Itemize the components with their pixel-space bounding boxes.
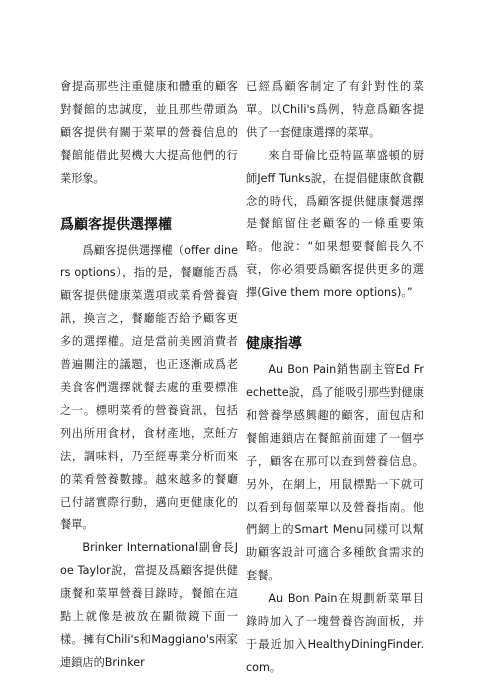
section-heading: 健康指導 xyxy=(246,336,302,353)
left-column xyxy=(60,76,238,675)
paragraph: Brinker International副會長Joe Taylor說，當提及爲顧客提供健康餐和菜單營養目錄時，餐館在這點上就像是被放在顯微鏡下面一樣。擁有Chili's和Maggiano's兩家連鎖店的Brinker xyxy=(60,541,238,669)
paragraph: Au Bon Pain在規劃新菜單目錄時加入了一塊營養咨詢面板，并于最近加入HealthyDiningFinder.com。 xyxy=(246,592,424,674)
paragraph: 爲顧客提供選擇權（offer diners options），指的是，餐廳能否爲顧客提供健康菜選項或菜肴營養資訊，換言之，餐廳能否給予顧客更多的選擇權。這是當前美國消費者普遍關注的議題，也正逐漸成爲老美食客們選擇就餐去處的重要標准之一。標明菜肴的營養資訊，包括列出所用食材，食材產地，烹飪方法，調味料，乃至經專業分析而來的菜肴營養數據。越來越多的餐廳已付諸實際行動，邁向更健康化的餐單。 xyxy=(60,243,238,532)
section-heading: 爲顧客提供選擇權 xyxy=(60,216,172,233)
right-column xyxy=(246,76,424,680)
paragraph: 已經爲顧客制定了有針對性的菜單。以Chili's爲例，特意爲顧客提供了一套健康選擇的菜單。 xyxy=(246,80,424,139)
paragraph: Au Bon Pain銷售副主管Ed Frechette說，爲了能吸引那些對健康和營養學感興趣的顧客，面包店和餐館連鎖店在餐館前面建了一個亭子，顧客在那可以查到營養信息。另外，在網上，用鼠標點一下就可以看到每個菜單以及營養指南。他們網上的Smart Menu同樣可以幫助顧客設計可適合多種飲食需求的套餐。 xyxy=(246,363,424,583)
paragraph: 會提高那些注重健康和體重的顧客對餐館的忠誠度，並且那些帶頭為顧客提供有關于菜單的營養信息的餐館能借此契機大大提高他們的行業形象。 xyxy=(60,80,238,185)
paragraph: 來自哥倫比亞特區華盛頓的厨師Jeff Tunks說，在提倡健康飲食觀念的時代，爲顧客提供健康餐選擇是餐館留住老顧客的一條重要策略。他說：“如果想要餐館長久不衰，你必須要爲顧客提供更多的選擇(Give them more options)。” xyxy=(246,148,424,300)
